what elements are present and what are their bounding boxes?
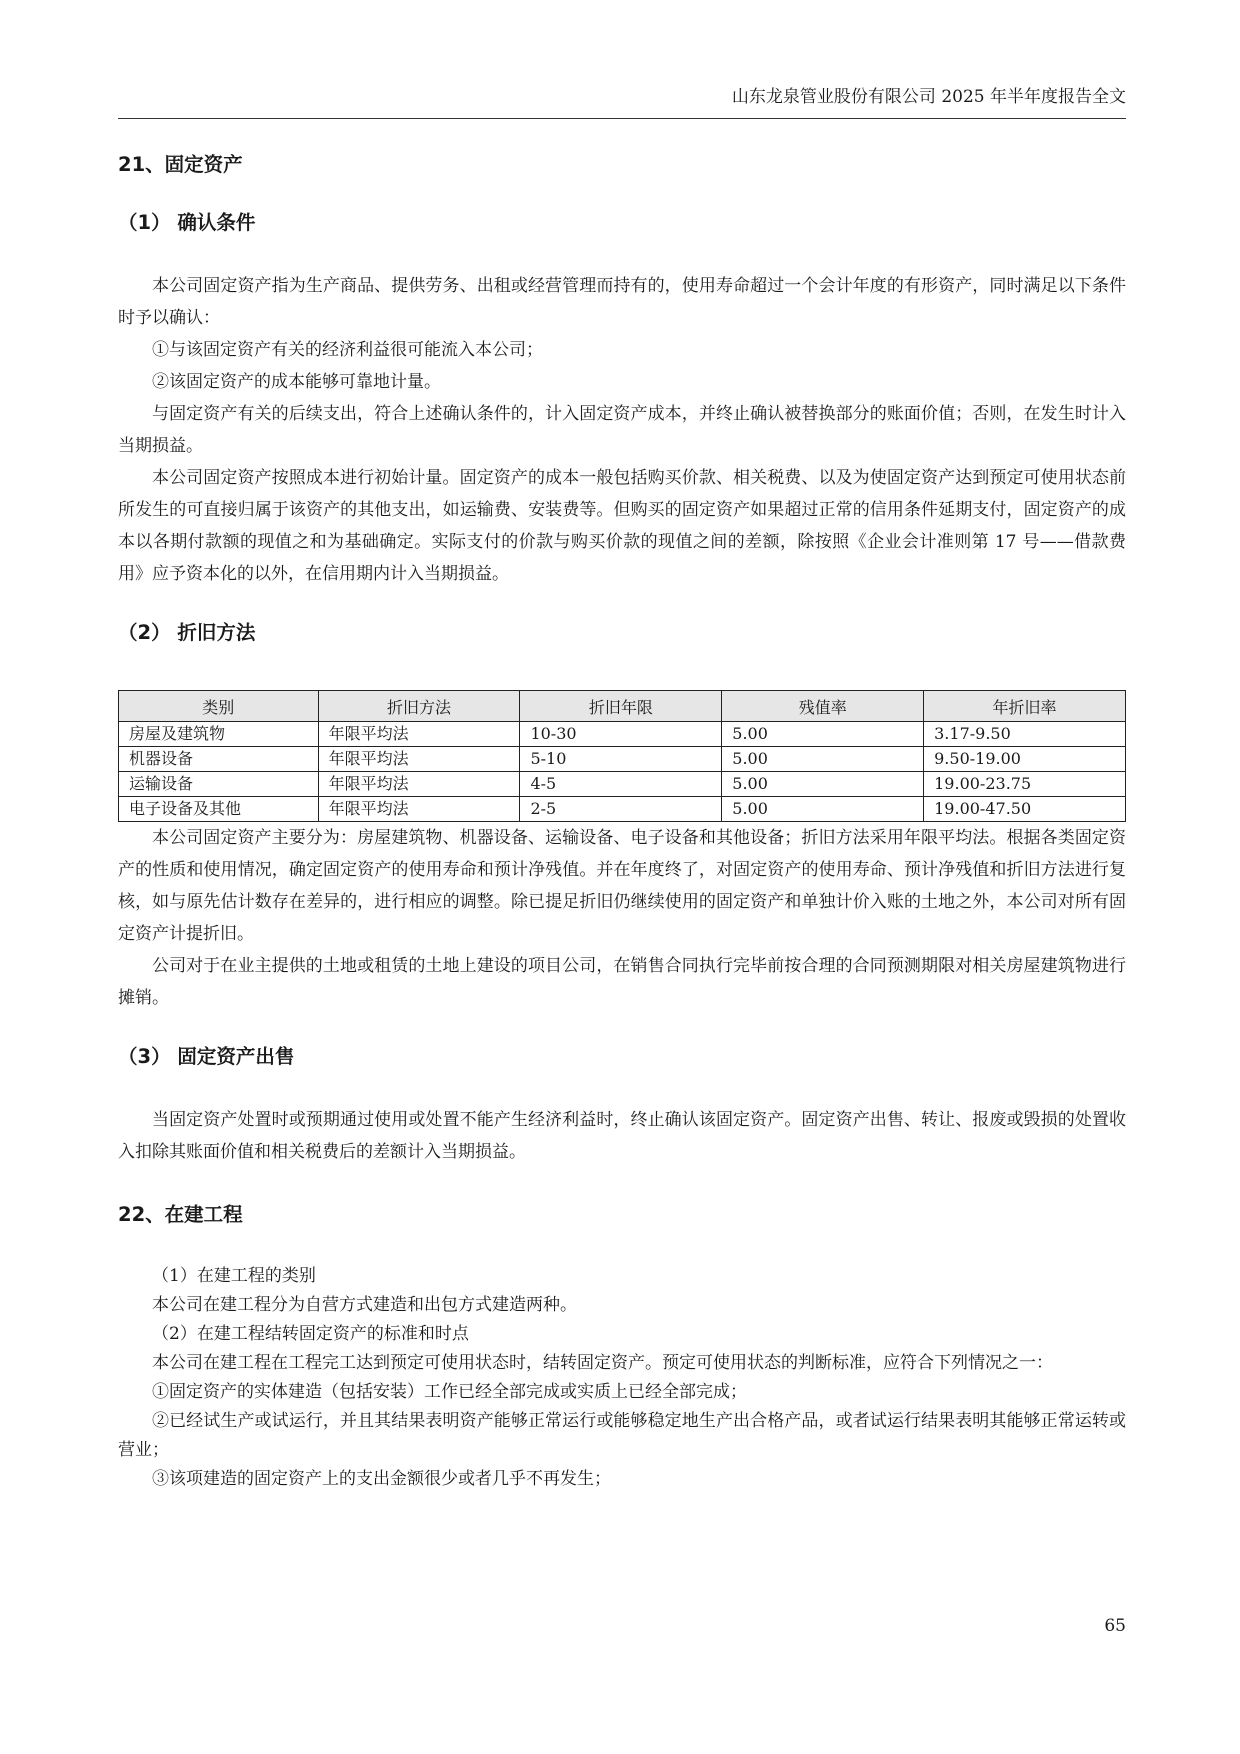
header-rule [118, 118, 1126, 119]
table-cell: 年限平均法 [318, 722, 520, 747]
paragraph: 公司对于在业主提供的土地或租赁的土地上建设的项目公司，在销售合同执行完毕前按合理的合同预测期限对相关房屋建筑物进行摊销。 [118, 956, 1126, 1008]
table-row [119, 772, 1126, 797]
table-cell: 5.00 [722, 747, 924, 772]
paragraph: （1）在建工程的类别 [152, 1266, 316, 1286]
table-header-row [119, 691, 1126, 722]
table-cell: 10-30 [520, 722, 722, 747]
paragraph: ①固定资产的实体建造（包括安装）工作已经全部完成或实质上已经全部完成； [152, 1382, 747, 1402]
paragraph: 当固定资产处置时或预期通过使用或处置不能产生经济利益时，终止确认该固定资产。固定资产出售、转让、报废或毁损的处置收入扣除其账面价值和相关税费后的差额计入当期损益。 [118, 1110, 1126, 1162]
table-cell: 电子设备及其他 [119, 797, 319, 822]
table-cell: 年限平均法 [318, 772, 520, 797]
paragraph: ①与该固定资产有关的经济利益很可能流入本公司； [152, 340, 543, 360]
table-cell: 3.17-9.50 [924, 722, 1126, 747]
subsection-recognition-title: （1） 确认条件 [118, 211, 256, 234]
subsection-disposal-title: （3） 固定资产出售 [118, 1045, 295, 1068]
table-cell: 5-10 [520, 747, 722, 772]
paragraph: 本公司在建工程在工程完工达到预定可使用状态时，结转固定资产。预定可使用状态的判断标准，应符合下列情况之一： [152, 1353, 1053, 1373]
table-header-cell: 年折旧率 [924, 691, 1126, 722]
table-header-cell: 残值率 [722, 691, 924, 722]
table-cell: 房屋及建筑物 [119, 722, 319, 747]
table-cell: 19.00-47.50 [924, 797, 1126, 822]
paragraph: （2）在建工程结转固定资产的标准和时点 [152, 1324, 469, 1344]
table-cell: 5.00 [722, 772, 924, 797]
page-header: 山东龙泉管业股份有限公司 2025 年半年度报告全文 [731, 87, 1126, 107]
table-row [119, 747, 1126, 772]
paragraph: ③该项建造的固定资产上的支出金额很少或者几乎不再发生； [152, 1469, 611, 1489]
table-cell: 19.00-23.75 [924, 772, 1126, 797]
paragraph: ②已经试生产或试运行，并且其结果表明资产能够正常运行或能够稳定地生产出合格产品，或者试运行结果表明其能够正常运转或营业； [118, 1411, 1126, 1460]
table-header-cell: 类别 [119, 691, 319, 722]
table-cell: 运输设备 [119, 772, 319, 797]
paragraph: ②该固定资产的成本能够可靠地计量。 [152, 372, 441, 392]
depreciation-table [118, 690, 1126, 822]
table-cell: 2-5 [520, 797, 722, 822]
table-row [119, 797, 1126, 822]
paragraph: 与固定资产有关的后续支出，符合上述确认条件的，计入固定资产成本，并终止确认被替换部分的账面价值；否则，在发生时计入当期损益。 [118, 404, 1126, 456]
section-21-title: 21、固定资产 [118, 153, 243, 176]
paragraph: 本公司固定资产主要分为：房屋建筑物、机器设备、运输设备、电子设备和其他设备；折旧方法采用年限平均法。根据各类固定资产的性质和使用情况，确定固定资产的使用寿命和预计净残值。并在年度终了，对固定资产的使用寿命、预计净残值和折旧方法进行复核，如与原先估计数存在差异的，进行相应的调整。除已提足折旧仍继续使用的固定资产和单独计价入账的土地之外，本公司对所有固定资产计提折旧。 [118, 828, 1126, 944]
table-cell: 年限平均法 [318, 747, 520, 772]
table-cell: 年限平均法 [318, 797, 520, 822]
page-number: 65 [1104, 1616, 1126, 1636]
paragraph: 本公司固定资产指为生产商品、提供劳务、出租或经营管理而持有的，使用寿命超过一个会计年度的有形资产，同时满足以下条件时予以确认： [118, 276, 1126, 328]
table-header-cell: 折旧年限 [520, 691, 722, 722]
table-row [119, 722, 1126, 747]
table-cell: 9.50-19.00 [924, 747, 1126, 772]
table-cell: 机器设备 [119, 747, 319, 772]
section-22-title: 22、在建工程 [118, 1203, 243, 1226]
paragraph: 本公司在建工程分为自营方式建造和出包方式建造两种。 [152, 1295, 577, 1315]
table-cell: 4-5 [520, 772, 722, 797]
table-header-cell: 折旧方法 [318, 691, 520, 722]
page-content [118, 148, 1126, 1494]
table-cell: 5.00 [722, 722, 924, 747]
subsection-depreciation-title: （2） 折旧方法 [118, 621, 256, 644]
paragraph: 本公司固定资产按照成本进行初始计量。固定资产的成本一般包括购买价款、相关税费、以及为使固定资产达到预定可使用状态前所发生的可直接归属于该资产的其他支出，如运输费、安装费等。但购买的固定资产如果超过正常的信用条件延期支付，固定资产的成本以各期付款额的现值之和为基础确定。实际支付的价款与购买价款的现值之间的差额，除按照《企业会计准则第 17 号——借款费用》应予资本化的以外，在信用期内计入当期损益。 [118, 468, 1126, 584]
table-cell: 5.00 [722, 797, 924, 822]
